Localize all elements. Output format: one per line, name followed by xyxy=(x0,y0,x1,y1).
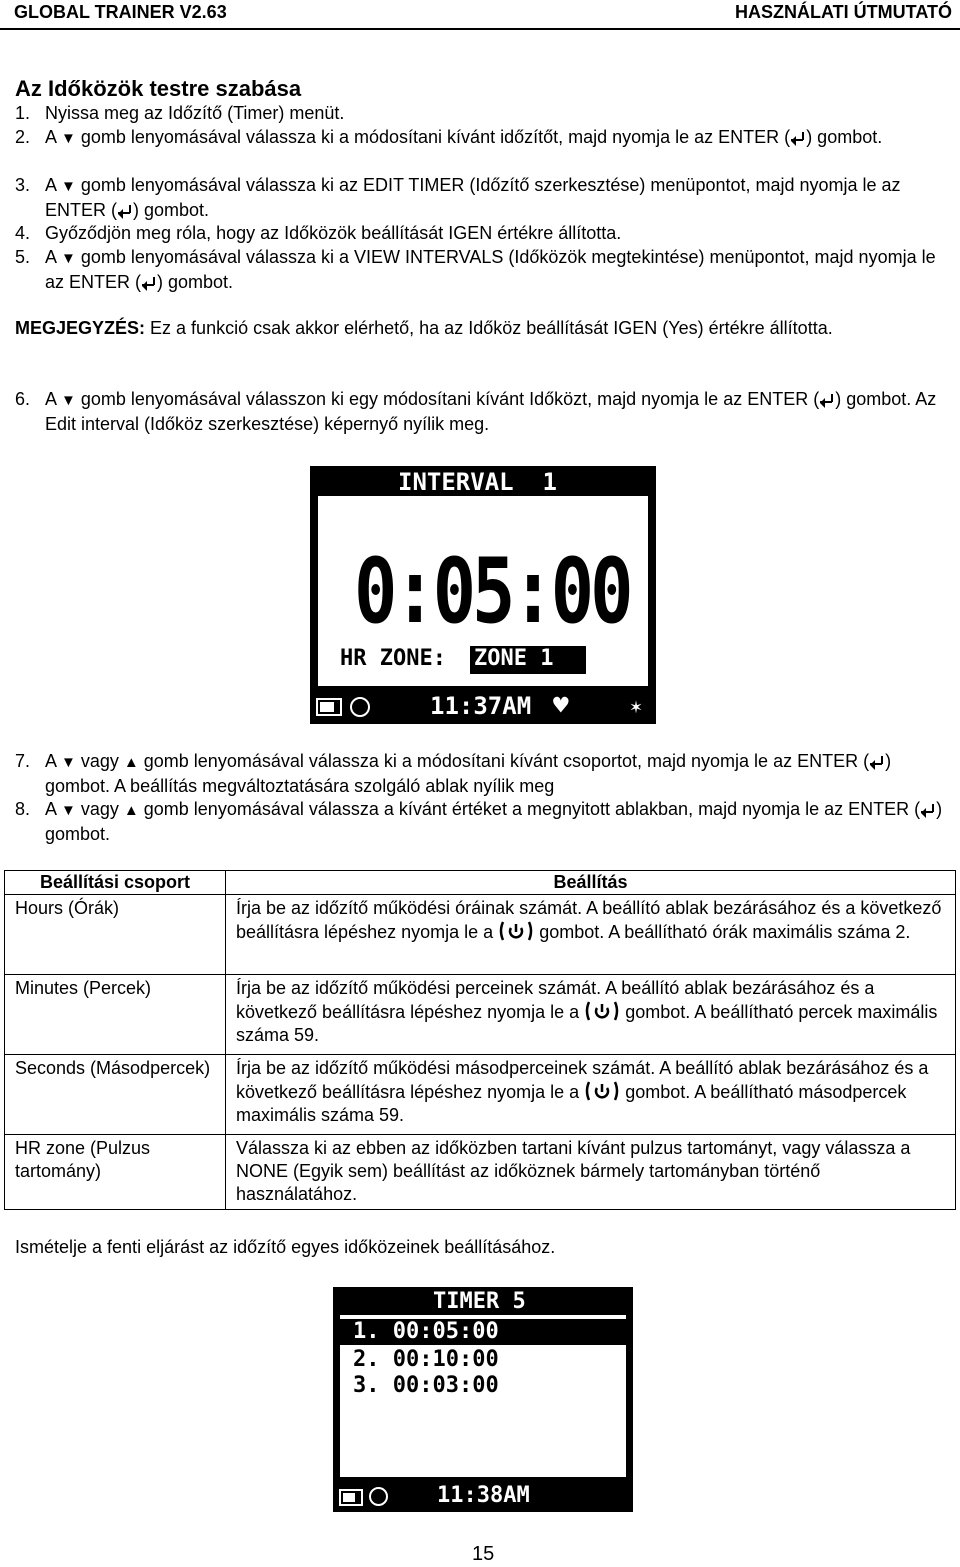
document-header-title: GLOBAL TRAINER V2.63 xyxy=(14,2,227,22)
power-button-icon xyxy=(584,1080,620,1102)
enter-icon xyxy=(791,132,805,144)
row-setting-hours: Írja be az időzítő működési óráinak számát. A beállító ablak bezárásához és a következő beállításra lépéshez nyomja le a gombot. A beállítható órák maximális száma 2. xyxy=(226,895,956,975)
heart-icon: ♥ xyxy=(553,691,569,721)
step-2: 2. A ▼ gomb lenyomásával válassza ki a módosítani kívánt időzítőt, majd nyomja le az ENTER ( ) gombot. xyxy=(15,127,883,147)
enter-icon xyxy=(820,394,834,406)
down-arrow-icon: ▼ xyxy=(61,130,76,147)
document-header-subtitle: HASZNÁLATI ÚTMUTATÓ xyxy=(735,2,952,22)
down-arrow-icon: ▼ xyxy=(61,178,76,195)
stopwatch-icon xyxy=(369,1487,388,1506)
interval-time: 0:05:00 xyxy=(354,538,630,643)
page-number: 15 xyxy=(472,1543,495,1565)
timer-screen-title: TIMER 5 xyxy=(433,1289,526,1314)
step-6: 6. A ▼ gomb lenyomásával válasszon ki egy módosítani kívánt Időközt, majd nyomja le az ENTER ( ) gombot. Az Edit interval (Időköz szerkesztése) képernyő nyílik meg. xyxy=(15,389,937,434)
interval-screen-title: INTERVAL 1 xyxy=(398,468,557,496)
hr-zone-label: HR ZONE: xyxy=(340,646,446,671)
step-4: 4. Győződjön meg róla, hogy az Időközök beállítását IGEN értékre állította. xyxy=(15,223,622,243)
down-arrow-icon: ▼ xyxy=(61,392,76,409)
row-group-minutes: Minutes (Percek) xyxy=(5,975,226,1055)
timer-screen xyxy=(333,1287,633,1512)
battery-icon xyxy=(339,1489,363,1506)
interval-item-2[interactable]: 2. 00:10:00 xyxy=(353,1347,499,1372)
runner-icon: ✶ xyxy=(630,694,643,718)
power-button-icon xyxy=(498,920,534,942)
row-group-seconds: Seconds (Másodpercek) xyxy=(5,1055,226,1135)
enter-icon xyxy=(870,756,884,768)
row-setting-hr-zone: Válassza ki az ebben az időközben tartani kívánt pulzus tartományt, vagy válassza a NONE (Egyik sem) beállítást az időköznek bármely tartományban történő használatához. xyxy=(226,1135,956,1210)
interval-item-1[interactable]: 1. 00:05:00 xyxy=(353,1319,499,1344)
section-title: Az Időközök testre szabása xyxy=(15,76,302,101)
power-button-icon xyxy=(584,1000,620,1022)
column-header-group: Beállítási csoport xyxy=(5,871,226,895)
down-arrow-icon: ▼ xyxy=(61,250,76,267)
clock-time: 11:38AM xyxy=(437,1483,530,1508)
clock-time: 11:37AM xyxy=(430,692,532,720)
interval-item-3[interactable]: 3. 00:03:00 xyxy=(353,1373,499,1398)
row-setting-minutes: Írja be az időzítő működési perceinek számát. A beállító ablak bezárásához és a következő beállításra lépéshez nyomja le a gombot. A beállítható percek maximális száma 59. xyxy=(226,975,956,1055)
interval-screen xyxy=(310,466,656,724)
note-text: Ez a funkció csak akkor elérhető, ha az Időköz beállítását IGEN (Yes) értékre állította. xyxy=(145,318,833,338)
row-group-hr-zone: HR zone (Pulzus tartomány) xyxy=(5,1135,226,1210)
enter-icon xyxy=(142,277,156,289)
settings-table xyxy=(4,870,956,1210)
down-arrow-icon: ▼ xyxy=(61,754,76,771)
step-5: 5. A ▼ gomb lenyomásával válassza ki a VIEW INTERVALS (Időközök megtekintése) menüpontot, majd nyomja le az ENTER ( ) gombot. xyxy=(15,247,936,292)
header-divider xyxy=(0,28,960,30)
enter-icon xyxy=(921,804,935,816)
column-header-setting: Beállítás xyxy=(226,871,956,895)
table-row xyxy=(5,975,956,1055)
hr-zone-value: ZONE 1 xyxy=(474,646,554,671)
battery-icon xyxy=(316,698,342,716)
down-arrow-icon: ▼ xyxy=(61,802,76,819)
row-setting-seconds: Írja be az időzítő működési másodperceinek számát. A beállító ablak bezárásához és a következő beállításra lépéshez nyomja le a gombot. A beállítható másodpercek maximális száma 59. xyxy=(226,1055,956,1135)
repeat-instruction: Ismételje a fenti eljárást az időzítő egyes időközeinek beállításához. xyxy=(15,1237,556,1257)
row-group-hours: Hours (Órák) xyxy=(5,895,226,975)
table-row xyxy=(5,895,956,975)
note-label: MEGJEGYZÉS: xyxy=(15,318,146,338)
step-7: 7. A ▼ vagy ▲ gomb lenyomásával válassza ki a módosítani kívánt csoportot, majd nyomja le az ENTER ( ) gombot. A beállítás megváltoztatására szolgáló ablak nyílik meg xyxy=(15,751,892,796)
step-3: 3. A ▼ gomb lenyomásával válassza ki az EDIT TIMER (Időzítő szerkesztése) menüpontot, majd nyomja le az ENTER ( ) gombot. xyxy=(15,175,901,220)
table-row xyxy=(5,1055,956,1135)
stopwatch-icon xyxy=(350,697,370,717)
step-8: 8. A ▼ vagy ▲ gomb lenyomásával válassza a kívánt értéket a megnyitott ablakban, majd nyomja le az ENTER ( ) gombot. xyxy=(15,799,943,844)
table-row xyxy=(5,1135,956,1210)
enter-icon xyxy=(118,205,132,217)
up-arrow-icon: ▲ xyxy=(123,754,139,771)
step-1: 1. Nyissa meg az Időzítő (Timer) menüt. xyxy=(15,103,345,123)
note xyxy=(15,316,935,340)
up-arrow-icon: ▲ xyxy=(123,802,139,819)
table-header-row xyxy=(5,871,956,895)
